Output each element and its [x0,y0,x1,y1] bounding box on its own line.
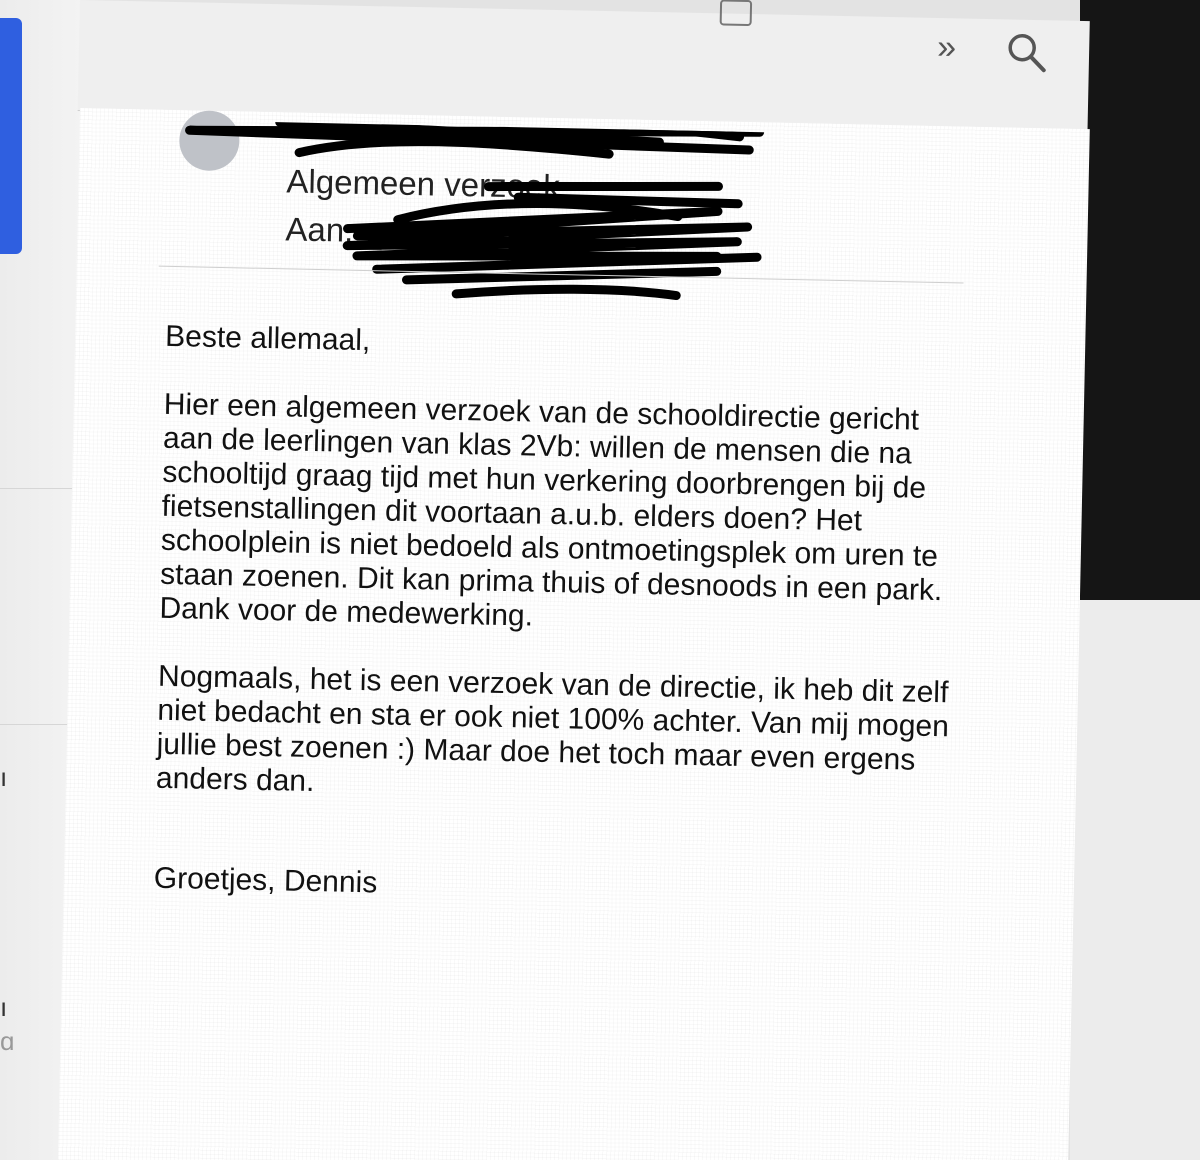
message-header [156,120,880,325]
message-paragraph: Hier een algemeen verzoek van de schooldirectie gericht aan de leerlingen van klas 2Vb: willen de mensen die na schooltijd graag tijd met hun verkering doorbrengen bij de fietsenstallingen dit voortaan a.u.b. elders doen? Het schoolplein is niet bedoeld als ontmoetingsplek om uren te staan zoenen. Dit kan prima thuis of desnoods in een park. Dank voor de medewerking. [159,387,943,633]
sidebar-item-fragment[interactable]: ɑ [0,1026,15,1056]
double-chevron-right-icon[interactable]: » [936,27,957,67]
message-subject: Algemeen verzoek [286,162,561,206]
search-icon-glyph [1004,29,1049,74]
redaction-scribble [156,120,880,335]
sidebar-divider [0,488,80,489]
sidebar-item-fragment[interactable]: ı [0,762,8,792]
message-body [153,320,976,947]
recipient-label: Aan: [285,210,354,249]
message-paragraph: Nogmaals, het is een verzoek van de directie, ik heb dit zelf niet bedacht en sta er ook niet 100% achter. Van mij mogen jullie best zoenen :) Maar doe het toch maar even ergens anders dan. [155,659,950,799]
sidebar-item-fragment[interactable]: ı [0,992,8,1022]
message-view [58,108,1090,1160]
message-icon[interactable] [720,0,753,26]
selected-mailbox-indicator[interactable] [0,18,22,254]
adjacent-window [1070,600,1200,1160]
search-icon[interactable] [1003,29,1048,83]
monitor-bezel [1080,0,1200,610]
message-signature: Groetjes, Dennis [153,861,378,900]
message-greeting: Beste allemaal, [164,319,371,358]
